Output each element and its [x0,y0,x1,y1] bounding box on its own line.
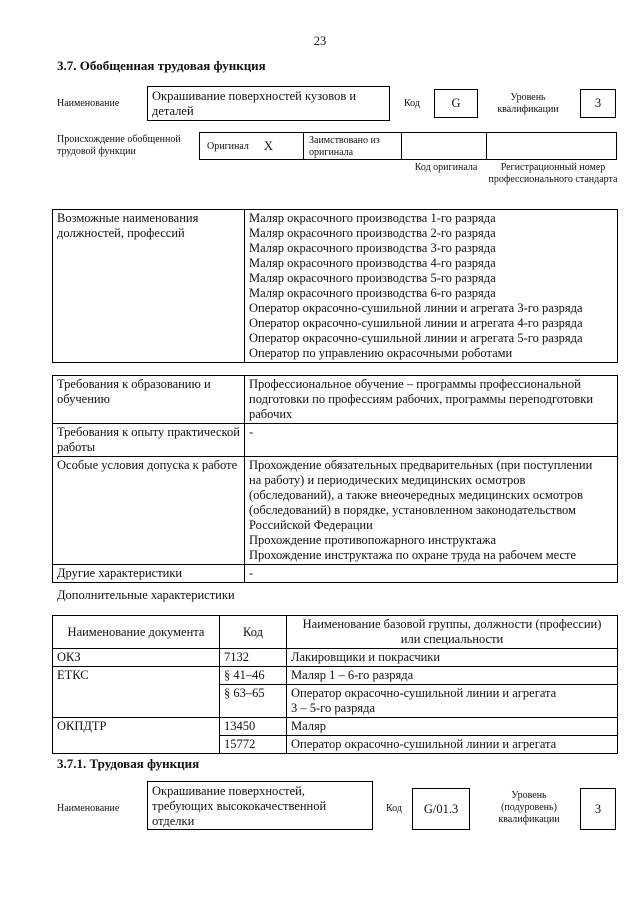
reg-number-label: Регистрационный номер профессионального стандарта [488,162,618,185]
text-line: Профессиональное обучение – программы профессиональной [249,377,581,391]
position-item: Маляр окрасочного производства 6-го разряда [249,286,496,300]
text-line: требующих высококачественной [152,799,327,813]
divider [303,133,304,159]
sub-code-label: Код [386,803,402,814]
text-line: Окрашивание поверхностей, [152,784,305,798]
sub-level-label [490,790,568,826]
code-cell: 15772 [220,736,287,754]
text-line: квалификации [498,814,560,825]
positions-list [245,210,618,363]
doc-cell: ОКЗ [53,649,220,667]
divider [486,133,487,159]
section-title: 3.7. Обобщенная трудовая функция [57,58,266,73]
experience-value: - [245,424,618,457]
position-item: Маляр окрасочного производства 1-го разряда [249,211,496,225]
text-line: на работу) и периодических медицинских осмотров [249,473,526,487]
name-cell: Оператор окрасочно-сушильной линии и агрегата [287,736,618,754]
position-item: Оператор окрасочно-сушильной линии и агрегата 4-го разряда [249,316,583,330]
col-code-header: Код [220,616,287,649]
origin-table [199,132,617,160]
doc-cell: ОКПДТР [53,718,220,754]
position-item: Оператор по управлению окрасочными роботами [249,346,513,360]
level-value: 3 [580,89,616,118]
special-label: Особые условия допуска к работе [53,457,245,565]
text-line: Российской Федерации [249,518,373,532]
code-label: Код [404,98,420,109]
position-item: Маляр окрасочного производства 3-го разряда [249,241,496,255]
position-item: Оператор окрасочно-сушильной линии и агрегата 5-го разряда [249,331,583,345]
doc-cell: ЕТКС [53,667,220,718]
text-line: подготовки по профессиям рабочих, программы переподготовки [249,392,594,406]
table-row [53,667,618,685]
text-line: рабочих [249,407,293,421]
code-value: G [434,89,478,118]
code-cell: 7132 [220,649,287,667]
experience-label: Требования к опыту практической работы [53,424,245,457]
additional-title: Дополнительные характеристики [57,588,235,602]
table-row [53,718,618,736]
position-item: Маляр окрасочного производства 2-го разряда [249,226,496,240]
position-item: Маляр окрасочного производства 5-го разряда [249,271,496,285]
text-line: отделки [152,814,195,828]
level-label: Уровень квалификации [497,92,559,115]
name-value-box [147,86,390,121]
other-label: Другие характеристики [53,565,245,583]
name-cell: Маляр [287,718,618,736]
divider [401,133,402,159]
origin-label: Происхождение обобщенной трудовой функции [57,134,181,157]
page-number: 23 [313,34,327,48]
code-cell: § 41–46 [220,667,287,685]
text-line: (подуровень) [501,802,557,813]
col-doc-header: Наименование документа [53,616,220,649]
text-line: или специальности [400,632,504,646]
code-cell: § 63–65 [220,685,287,718]
name-value: Окрашивание поверхностей кузовов и деталей [152,89,357,118]
positions-label: Возможные наименования должностей, профессий [53,210,245,363]
sub-code-value: G/01.3 [412,788,470,830]
positions-table [52,209,618,363]
education-value [245,376,618,424]
position-item: Оператор окрасочно-сушильной линии и агрегата 3-го разряда [249,301,583,315]
col-name-header [287,616,618,649]
text-line: 3 – 5-го разряда [291,701,375,715]
original-mark: X [264,139,274,153]
text-line: Наименование базовой группы, должности (профессии) [302,617,602,631]
other-value: - [245,565,618,583]
original-label: Оригинал [207,141,249,152]
subsection-title: 3.7.1. Трудовая функция [57,756,200,771]
table-row [53,649,618,667]
name-cell [287,685,618,718]
text-line: Оператор окрасочно-сушильной линии и агрегата [291,686,557,700]
position-item: Маляр окрасочного производства 4-го разряда [249,256,496,270]
sub-name-label: Наименование [57,803,120,814]
education-label: Требования к образованию и обучению [53,376,245,424]
text-line: Уровень [511,790,547,801]
text-line: Прохождение противопожарного инструктажа [249,533,497,547]
orig-code-label: Код оригинала [414,162,478,173]
requirements-table [52,375,618,583]
text-line: (обследований) в порядке, установленном законодательством [249,503,576,517]
code-cell: 13450 [220,718,287,736]
sub-name-value-box [147,781,373,830]
borrowed-label: Заимствовано из оригинала [309,135,380,158]
text-line: (обследований), а также внеочередных медицинских осмотров [249,488,583,502]
name-label: Наименование [57,98,120,109]
name-cell: Лакировщики и покрасчики [287,649,618,667]
name-cell: Маляр 1 – 6-го разряда [287,667,618,685]
text-line: Прохождение обязательных предварительных (при поступлении [249,458,593,472]
special-value [245,457,618,565]
sub-level-value: 3 [580,788,616,830]
additional-table [52,615,618,754]
text-line: Прохождение инструктажа по охране труда на рабочем месте [249,548,577,562]
